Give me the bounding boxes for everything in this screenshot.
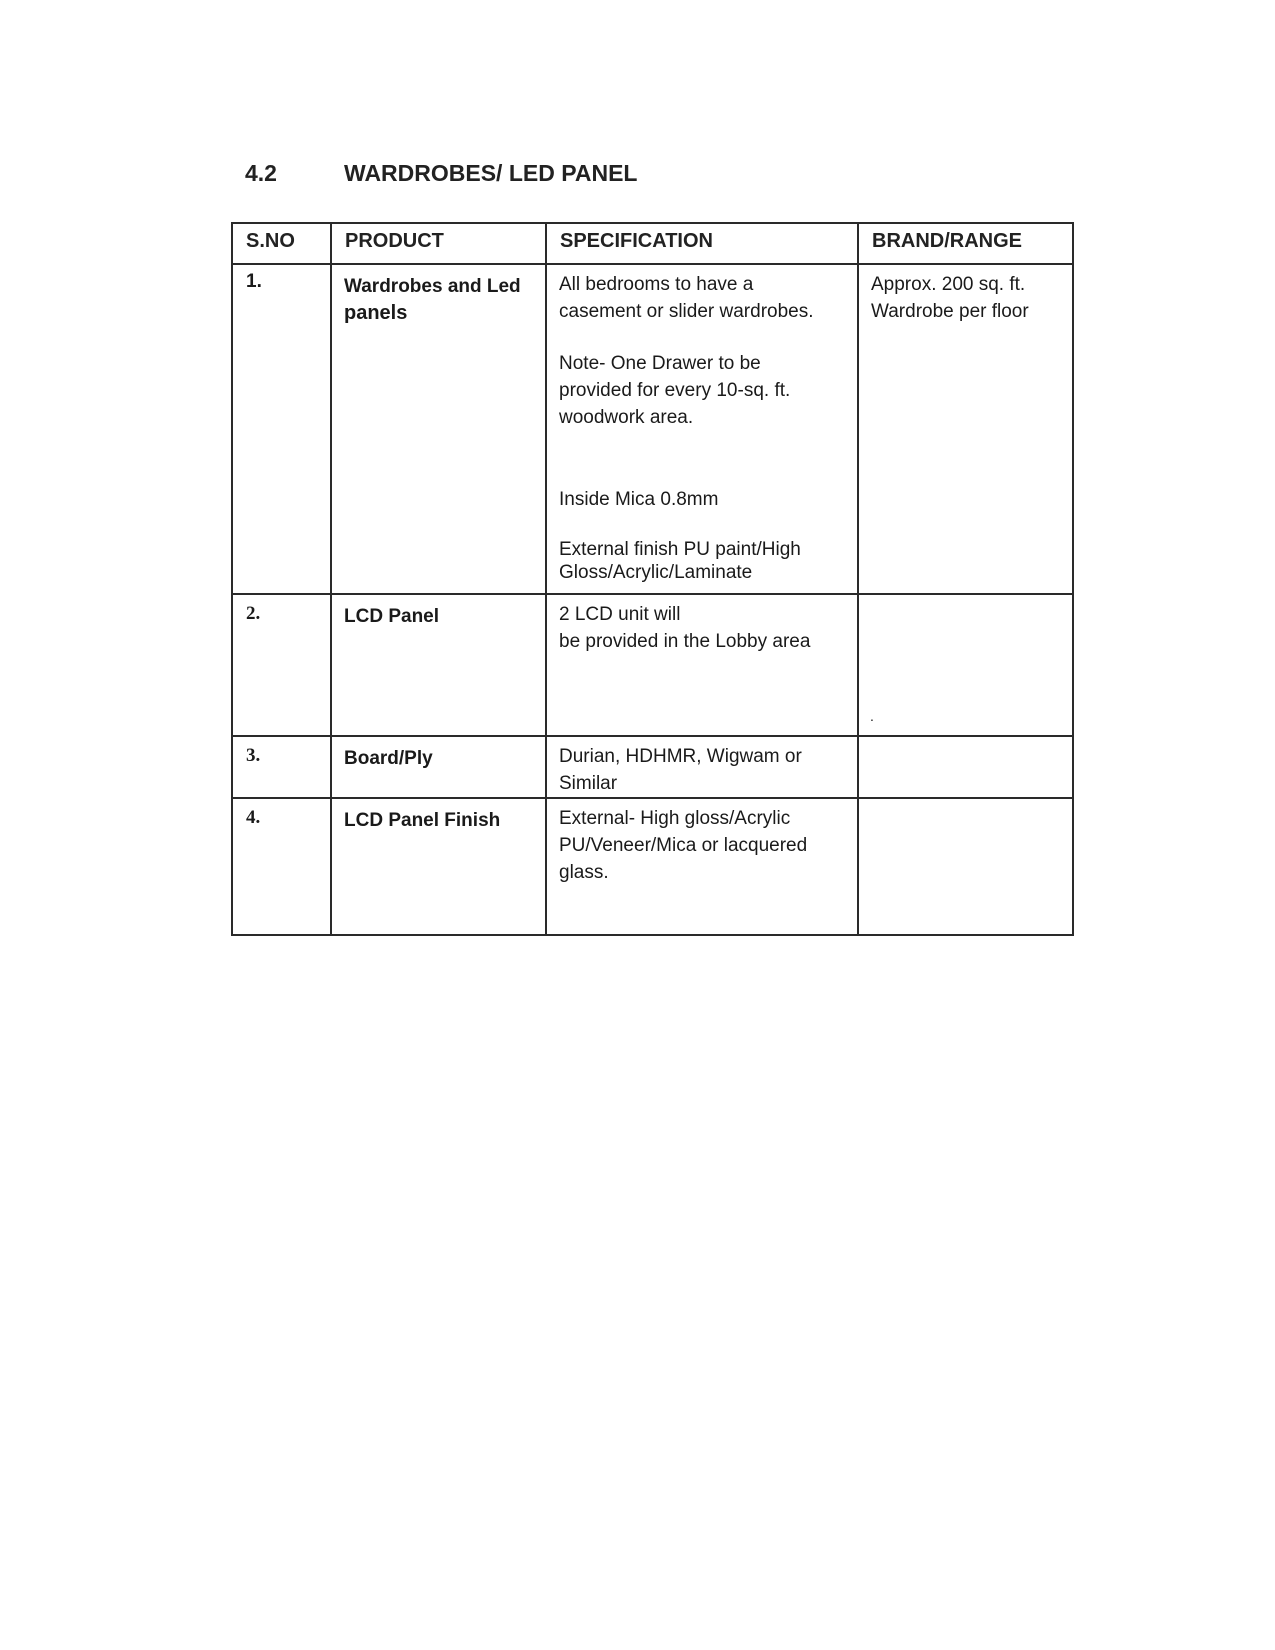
spec-line: Gloss/Acrylic/Laminate xyxy=(559,562,753,583)
brand-line: Wardrobe per floor xyxy=(871,301,1029,322)
product-name: LCD Panel xyxy=(344,606,440,627)
table-row xyxy=(232,264,1073,594)
product-cell xyxy=(331,264,546,594)
product-cell xyxy=(331,798,546,935)
section-title: WARDROBES/ LED PANEL xyxy=(344,160,638,186)
spec-line: glass. xyxy=(559,862,609,883)
header-sno: S.NO xyxy=(232,223,331,264)
spec-line: woodwork area. xyxy=(559,407,694,428)
sno-cell: 4. xyxy=(232,798,331,935)
brand-mark: . xyxy=(870,708,874,724)
table-row xyxy=(232,798,1073,935)
brand-line: Approx. 200 sq. ft. xyxy=(871,274,1026,295)
sno-cell: 1. xyxy=(232,264,331,594)
spec-line: Inside Mica 0.8mm xyxy=(559,489,719,510)
specification-table xyxy=(231,222,1074,936)
spec-line: be provided in the Lobby area xyxy=(559,631,811,652)
product-name: Wardrobes and Led xyxy=(344,276,521,297)
product-name-cont: panels xyxy=(344,302,408,324)
brand-cell xyxy=(858,264,1073,594)
spec-line: 2 LCD unit will xyxy=(559,604,681,625)
sno-cell: 3. xyxy=(232,736,331,798)
specification-cell xyxy=(546,736,858,798)
header-brand-range: BRAND/RANGE xyxy=(858,223,1073,264)
product-name: LCD Panel Finish xyxy=(344,810,501,831)
table-row xyxy=(232,736,1073,798)
section-number: 4.2 xyxy=(245,160,277,186)
spec-line: PU/Veneer/Mica or lacquered xyxy=(559,835,808,856)
spec-line: Similar xyxy=(559,773,618,794)
spec-line: Note- One Drawer to be xyxy=(559,353,761,374)
spec-line: provided for every 10-sq. ft. xyxy=(559,380,791,401)
brand-cell xyxy=(858,798,1073,935)
product-name: Board/Ply xyxy=(344,748,433,769)
specification-cell xyxy=(546,798,858,935)
header-specification: SPECIFICATION xyxy=(546,223,858,264)
table-header-row xyxy=(232,223,1073,264)
product-cell xyxy=(331,594,546,736)
specification-cell xyxy=(546,264,858,594)
table-row xyxy=(232,594,1073,736)
spec-line: casement or slider wardrobes. xyxy=(559,301,814,322)
specification-cell xyxy=(546,594,858,736)
spec-line: Durian, HDHMR, Wigwam or xyxy=(559,746,802,767)
sno-cell: 2. xyxy=(232,594,331,736)
spec-line: External- High gloss/Acrylic xyxy=(559,808,791,829)
header-product: PRODUCT xyxy=(331,223,546,264)
product-cell xyxy=(331,736,546,798)
spec-line: External finish PU paint/High xyxy=(559,539,801,560)
brand-cell xyxy=(858,736,1073,798)
brand-cell xyxy=(858,594,1073,736)
spec-line: All bedrooms to have a xyxy=(559,274,754,295)
